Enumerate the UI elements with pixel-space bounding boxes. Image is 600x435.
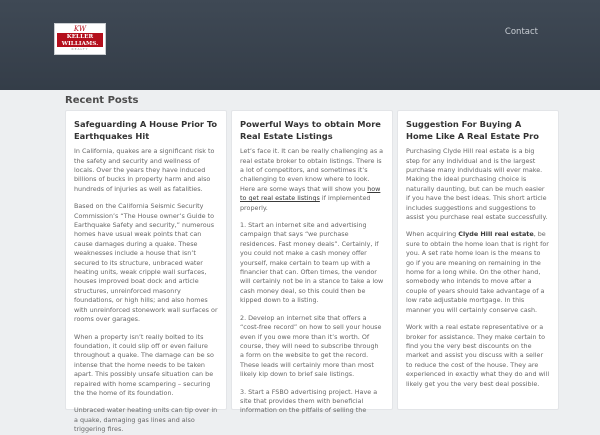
post-card-2 — [231, 110, 393, 415]
post-paragraph: In California, quakes are a significant risk to the safety and security and wellness of locals. Over the years they have induced billions of bucks in property harm and also hundreds of injuries as well as fatalities. — [74, 147, 215, 193]
post-paragraph — [240, 147, 384, 213]
post-text: When acquiring — [406, 230, 459, 239]
logo-sub: REALTY — [71, 46, 89, 51]
post-paragraph: 3. Start a FSBO advertising project. Have a site that provides them with beneficial information on the pitfalls of selling the — [240, 387, 378, 415]
logo-line1: KELLER — [66, 34, 94, 41]
nav-contact-link[interactable]: Contact — [504, 27, 538, 37]
site-header — [0, 0, 600, 90]
post-paragraph: When a property isn’t really bolted to its foundation, it could slip off or even failure throughout a quake. The damage can be so intense that the home needs to be taken apart. This possibly unsafe situation can be repaired with home scampering – securing the the home of its foundation. — [74, 332, 214, 397]
post-card-1 — [65, 110, 227, 434]
post-title[interactable]: Safeguarding A House Prior To Earthquakes Hit — [74, 119, 218, 141]
post-paragraph: Based on the California Seismic Security Commission’s “The House owner’s Guide to Earthquake Safety and security,” numerous homes have usual weak points that can cause damages during a quake. These weaknesses include a house that isn’t secured to its structure, unbraced water heating units, weak cripple wall surfaces, houses improved boat dock and article structures, unreinforced masonry foundations, or high hills; and also homes with unreinforced stonework wall surfaces or rooms over garages. — [74, 202, 218, 324]
post-text: if implemented properly. — [240, 194, 371, 212]
post-title[interactable]: Powerful Ways to obtain More Real Estate Listings — [240, 119, 381, 141]
logo-mark: KW — [73, 25, 87, 34]
post-title[interactable]: Suggestion For Buying A Home Like A Real Estate Pro — [406, 119, 539, 141]
real-estate-listings-link[interactable]: how to get real estate listings — [240, 184, 381, 203]
section-title: Recent Posts — [65, 95, 139, 106]
post-text: Let’s face it. It can be really challenging as a real estate broker to obtain listings. There is a lot of competitors, and sometimes it’s challenging to even know where to look. Here are some ways that will show you — [240, 147, 384, 193]
post-paragraph: 2. Develop an internet site that offers a “cost-free record” on how to sell your house even if you owe more than it’s worth. Of course, they will need to subscribe through a form on the website to get the record. These leads will certainly more than most likely kip down to brief sale listings. — [240, 313, 382, 379]
post-paragraph — [406, 230, 550, 315]
keller-williams-logo[interactable] — [54, 23, 106, 55]
post-paragraph: Work with a real estate representative or a broker for assistance. They make certain to find you the very best discounts on the market and assist you discuss with a seller to reduce the cost of the house. They are experienced in exactly what they do and will likely get you the very best deal possible. — [406, 323, 550, 388]
post-paragraph: Unbraced water heating units can tip over in a quake, damaging gas lines and also triggering fires. — [74, 406, 218, 434]
post-bold-text: Clyde Hill real estate — [458, 230, 534, 239]
logo-line2: WILLIAMS. — [61, 40, 99, 47]
post-card-3 — [397, 110, 559, 410]
logo-band — [57, 33, 103, 46]
post-text: , be sure to obtain the home loan that is right for you. A set rate home loan is the means to go if you are meaning on remaining in the home for a long while. On the other hand, somebody who intends to move after a couple of years should take advantage of a low rate adjustable mortgage. In this manner you will certainly conserve cash. — [406, 230, 549, 314]
post-paragraph: 1. Start an internet site and advertising campaign that says “we purchase residences. Fast money deals”. Certainly, if you could not make a cash money offer yourself, make certain to team up with a financier that can. Often times, the vendor will certainly not be in a stance to take a low cash money deal, so this could then be kipped down to a listing. — [240, 221, 384, 305]
post-paragraph: Purchasing Clyde Hill real estate is a big step for any individual and is the largest purchase many individuals will ever make. Making the ideal purchasing choice is naturally daunting, but can be much easier if you have the best ideas. This short article includes suggestions and suggestions to assist you purchase real estate successfully. — [406, 147, 548, 222]
